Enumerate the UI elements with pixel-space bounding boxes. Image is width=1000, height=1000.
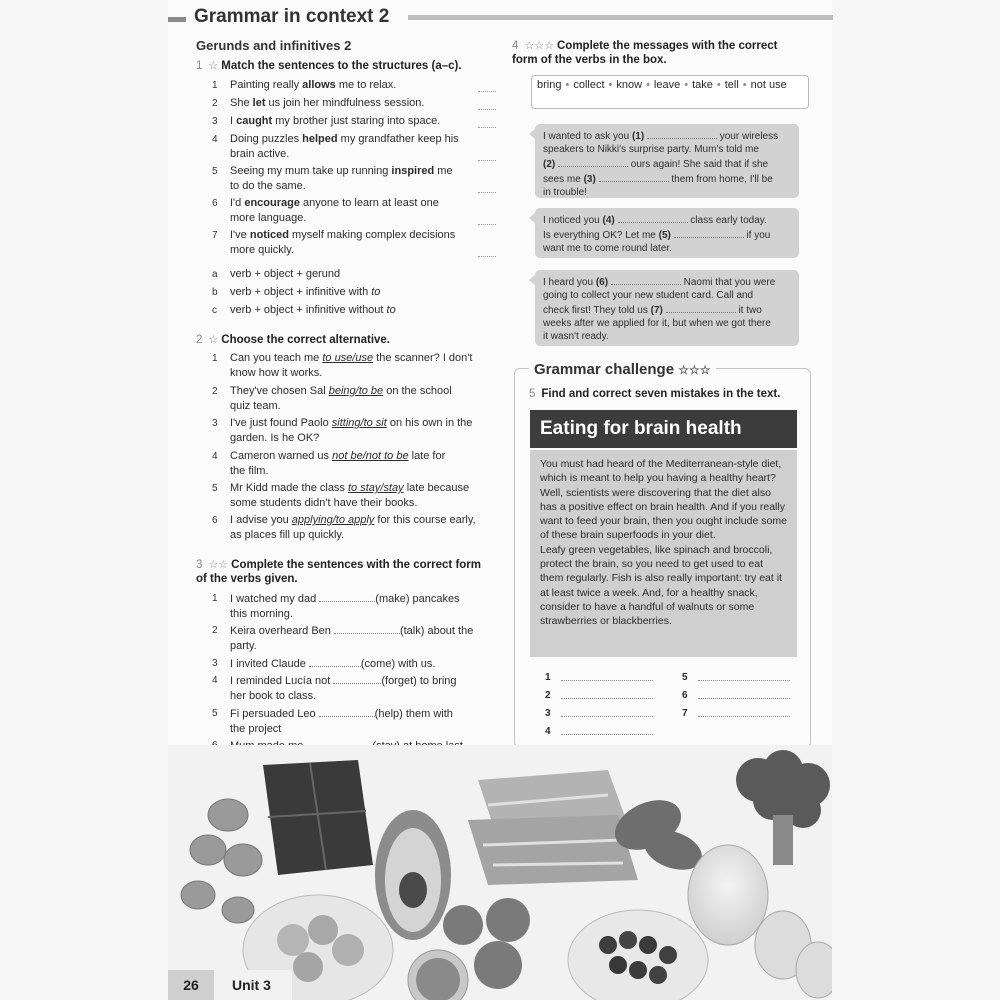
item-text: Seeing my mum take up running inspired me to do the same. xyxy=(230,165,453,192)
blank-line[interactable] xyxy=(309,656,361,667)
word-chip: not use xyxy=(750,79,787,91)
alternative-choice[interactable]: not be/not to be xyxy=(332,450,409,462)
structure-letter: c xyxy=(212,305,217,316)
blank-line[interactable] xyxy=(618,212,688,223)
exercise-instruction-cont: of the verbs given. xyxy=(196,573,298,585)
message-bubble-2 xyxy=(535,208,799,258)
article-paragraph: You must had heard of the Mediterranean-style diet, which is meant to help you having a healthy heart? Well, scientists were discovering that the diet also has a positive effect on brain health. And if you really want to feed your brain, then you ought include some of these brain superfoods in your diet. xyxy=(540,458,787,542)
gap-number: (2) xyxy=(543,159,556,170)
separator-dot: • xyxy=(646,79,650,91)
answer-line[interactable] xyxy=(478,148,496,161)
structure-italic: to xyxy=(386,304,396,316)
blank-line[interactable] xyxy=(674,227,744,238)
item-number: 3 xyxy=(212,658,218,669)
blank-line[interactable] xyxy=(334,623,400,634)
header-bar-right xyxy=(408,15,833,20)
page-number: 26 xyxy=(168,970,214,1000)
blank-line[interactable] xyxy=(647,128,717,139)
correction-number: 2 xyxy=(545,690,551,701)
blank-line[interactable] xyxy=(333,673,381,684)
exercise-number: 1 xyxy=(196,60,203,72)
message-line: (2) ours again! She said that if she xyxy=(543,156,791,171)
structure-letter: a xyxy=(212,269,218,280)
exercise-instruction: Complete the sentences with the correct form xyxy=(231,559,482,571)
blank-line[interactable] xyxy=(611,274,681,285)
gap-number: (1) xyxy=(631,131,645,142)
star-icon: ☆ xyxy=(208,334,219,346)
item-text: I'd encourage anyone to learn at least one more language. xyxy=(230,197,439,224)
chocolate-image xyxy=(263,760,373,875)
item-number: 2 xyxy=(212,98,218,109)
word-chip: know xyxy=(616,79,643,91)
structure-text: verb + object + gerund xyxy=(230,268,341,280)
item-number: 4 xyxy=(212,675,218,686)
gap-number: (3) xyxy=(583,174,596,185)
correction-blank xyxy=(561,680,653,681)
exercise-3-title xyxy=(196,558,481,586)
star-icon: ☆☆☆ xyxy=(524,40,554,52)
exercise-1-title xyxy=(196,59,462,73)
separator-dot: • xyxy=(608,79,613,91)
exercise-2-title xyxy=(196,333,390,347)
gap-number: (4) xyxy=(602,215,615,226)
word-chip: collect xyxy=(573,79,605,91)
correction-line[interactable] xyxy=(545,672,657,688)
item-text: Can you teach me to use/use the scanner? I don't know how it works. xyxy=(230,352,473,379)
separator-dot: • xyxy=(716,79,721,91)
gap-number: (7) xyxy=(650,305,663,316)
exercise-instruction: Complete the messages with the correct xyxy=(557,40,778,52)
structure-text: verb + object + infinitive without to xyxy=(230,304,396,316)
correction-number: 6 xyxy=(682,690,688,701)
item-text: They've chosen Sal being/to be on the school quiz team. xyxy=(230,385,452,412)
item-text: I caught my brother just staring into space. xyxy=(230,115,441,127)
structure-text: verb + object + infinitive with to xyxy=(230,286,381,298)
verb-hint: (come) with us. xyxy=(360,658,436,670)
section-title: Gerunds and infinitives 2 xyxy=(196,38,352,53)
word-chip: take xyxy=(692,79,713,91)
star-icon: ☆☆ xyxy=(208,559,229,571)
correction-blank xyxy=(561,716,653,717)
correction-number: 7 xyxy=(682,708,688,719)
message-line: I heard you (6) Naomi that you were xyxy=(543,274,791,289)
item-number: 1 xyxy=(212,593,218,604)
avocado-image xyxy=(375,810,451,940)
item-number: 5 xyxy=(212,166,218,177)
message-line: in trouble! xyxy=(543,187,587,198)
answer-line[interactable] xyxy=(478,97,496,110)
message-line: weeks after we applied for it, but when we got there xyxy=(543,318,771,329)
article-paragraph: Leafy green vegetables, like spinach and broccoli, protect the brain, so you need to get used to eat them regularly. Fish is also really important: try eat it at least twice a week. And, for a healthy snack, consider to have a handful of walnuts or some strawberries or blackberries. xyxy=(540,543,782,628)
message-line: I noticed you (4) class early today. xyxy=(543,212,791,227)
correction-line[interactable] xyxy=(545,726,657,742)
blank-line[interactable] xyxy=(319,706,375,717)
alternative-choice[interactable]: applying/to apply xyxy=(291,514,375,526)
item-text: I watched my dad (make) pancakes this morning. xyxy=(230,593,460,620)
answer-line[interactable] xyxy=(478,212,496,225)
message-line: I wanted to ask you (1) your wireless xyxy=(543,128,791,143)
word-chip: tell xyxy=(724,79,739,91)
verb-hint: (talk) about the xyxy=(399,625,474,637)
message-bubble-3 xyxy=(535,270,799,346)
correction-blank xyxy=(698,698,790,699)
correction-blank xyxy=(561,734,653,735)
item-number: 3 xyxy=(212,418,218,429)
blank-line[interactable] xyxy=(599,171,669,182)
correction-number: 3 xyxy=(545,708,551,719)
star-icon: ☆☆☆ xyxy=(678,363,711,377)
correction-blank xyxy=(698,716,790,717)
correction-line[interactable] xyxy=(682,672,794,688)
message-line: going to collect your new student card. Call and xyxy=(543,290,754,301)
blank-line[interactable] xyxy=(558,156,628,167)
food-photo xyxy=(168,745,832,1000)
exercise-instruction: Match the sentences to the structures (a–c). xyxy=(221,60,462,72)
correction-line[interactable] xyxy=(545,708,657,724)
message-line: it wasn't ready. xyxy=(543,331,609,342)
correction-number: 4 xyxy=(545,726,551,737)
item-text: Doing puzzles helped my grandfather keep his brain active. xyxy=(230,133,459,160)
item-text: Fi persuaded Leo (help) them with the project xyxy=(230,708,453,735)
correction-blank xyxy=(698,680,790,681)
item-text: Keira overheard Ben (talk) about the party. xyxy=(230,625,474,652)
key-verb: allows xyxy=(302,79,336,91)
key-verb: inspired xyxy=(391,165,435,177)
exercise-4-title xyxy=(512,39,777,67)
item-number: 1 xyxy=(212,353,218,364)
page-title: Grammar in context 2 xyxy=(194,6,390,27)
item-number: 6 xyxy=(212,515,218,526)
exercise-instruction-cont: form of the verbs in the box. xyxy=(512,54,667,66)
key-verb: let xyxy=(252,97,266,109)
unit-label: Unit 3 xyxy=(224,970,292,1000)
message-line: Is everything OK? Let me (5) if you xyxy=(543,227,791,242)
separator-dot: • xyxy=(684,79,689,91)
answer-line[interactable] xyxy=(478,180,496,193)
verb-hint: (make) pancakes xyxy=(375,593,460,605)
separator-dot: • xyxy=(742,79,747,91)
item-text: I've noticed myself making complex decisions more quickly. xyxy=(230,229,456,256)
item-number: 1 xyxy=(212,80,218,91)
header-bar-left xyxy=(168,17,186,22)
item-number: 4 xyxy=(212,451,218,462)
correction-line[interactable] xyxy=(545,690,657,706)
correction-line[interactable] xyxy=(682,708,794,724)
verb-hint: (forget) to bring xyxy=(381,675,457,687)
item-number: 4 xyxy=(212,134,218,145)
exercise-number: 4 xyxy=(512,40,519,52)
grammar-challenge-title xyxy=(529,361,716,378)
blank-line[interactable] xyxy=(319,591,375,602)
item-text: I advise you applying/to apply for this course early, as places fill up quickly. xyxy=(230,514,476,541)
structure-letter: b xyxy=(212,287,218,298)
word-box xyxy=(531,75,809,109)
alternative-choice[interactable]: sitting/to sit xyxy=(331,417,387,429)
item-number: 7 xyxy=(212,230,218,241)
item-text: Mr Kidd made the class to stay/stay late because some students didn't have their books. xyxy=(230,482,470,509)
exercise-number: 3 xyxy=(196,559,203,571)
article-title: Eating for brain health xyxy=(530,410,797,448)
verb-hint: (help) them with xyxy=(374,708,453,720)
correction-blank xyxy=(561,698,653,699)
structure-italic: to xyxy=(371,286,381,298)
item-number: 5 xyxy=(212,483,218,494)
salmon-image xyxy=(468,770,638,885)
exercise-instruction: Choose the correct alternative. xyxy=(221,334,391,346)
alternative-choice[interactable]: to stay/stay xyxy=(348,482,404,494)
gap-number: (6) xyxy=(595,277,609,288)
word-chip: bring xyxy=(537,79,562,91)
message-line: want me to come round later. xyxy=(543,243,672,254)
item-text: Painting really allows me to relax. xyxy=(230,79,397,91)
message-line: speakers to Nikki's surprise party. Mum's told me xyxy=(543,144,759,155)
message-line: sees me (3) them from home, I'll be xyxy=(543,171,791,186)
gap-number: (5) xyxy=(658,230,671,241)
star-icon: ☆ xyxy=(208,60,219,72)
answer-line[interactable] xyxy=(478,115,496,128)
key-verb: caught xyxy=(236,115,273,127)
answer-line[interactable] xyxy=(478,244,496,257)
item-number: 6 xyxy=(212,198,218,209)
exercise-number: 5 xyxy=(529,388,536,400)
word-chip: leave xyxy=(653,79,681,91)
alternative-choice[interactable]: being/to be xyxy=(328,385,384,397)
exercise-instruction: Find and correct seven mistakes in the text. xyxy=(541,388,781,400)
item-text: Cameron warned us not be/not to be late for the film. xyxy=(230,450,446,477)
separator-dot: • xyxy=(565,79,570,91)
item-number: 2 xyxy=(212,386,218,397)
item-number: 2 xyxy=(212,625,218,636)
exercise-number: 2 xyxy=(196,334,203,346)
item-text: I invited Claude (come) with us. xyxy=(230,658,436,670)
message-bubble-1 xyxy=(535,124,799,198)
blank-line[interactable] xyxy=(666,302,736,313)
answer-line[interactable] xyxy=(478,79,496,92)
key-verb: noticed xyxy=(249,229,289,241)
challenge-title-text: Grammar challenge xyxy=(534,361,675,378)
item-text: She let us join her mindfulness session. xyxy=(230,97,425,109)
correction-line[interactable] xyxy=(682,690,794,706)
oil-bottle-image xyxy=(688,845,768,945)
correction-number: 1 xyxy=(545,672,551,683)
article-body xyxy=(530,450,797,657)
alternative-choice[interactable]: to use/use xyxy=(322,352,374,364)
key-verb: encourage xyxy=(244,197,300,209)
item-text: I've just found Paolo sitting/to sit on his own in the garden. Is he OK? xyxy=(230,417,473,444)
item-number: 5 xyxy=(212,708,218,719)
correction-number: 5 xyxy=(682,672,688,683)
message-line: check first! They told us (7) it two xyxy=(543,302,791,317)
item-number: 3 xyxy=(212,116,218,127)
exercise-5-title xyxy=(529,387,780,401)
item-text: I reminded Lucía not (forget) to bring her book to class. xyxy=(230,675,457,702)
key-verb: helped xyxy=(302,133,338,145)
